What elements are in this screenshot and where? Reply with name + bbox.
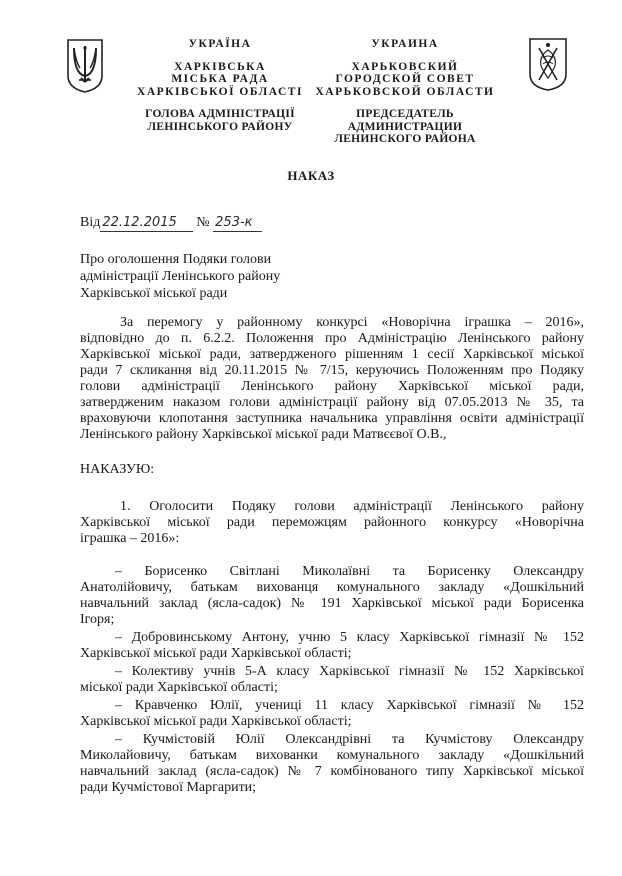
subject-line: адміністрації Ленінського району xyxy=(80,269,281,284)
document-title: НАКАЗ xyxy=(287,168,335,183)
number-sign: № xyxy=(196,215,210,230)
country-name: УКРАИНА xyxy=(371,38,439,50)
list-item xyxy=(80,664,584,696)
order-word: НАКАЗУЮ: xyxy=(80,462,155,477)
item-line: Харківської міської ради переможцям районного конкурсу «Новорічна xyxy=(80,515,584,530)
entry-line: Миколайовичу, батькам вихованки комунального закладу «Дошкільний xyxy=(80,748,584,763)
entry-line: міської ради Харківської області; xyxy=(80,680,278,695)
entry-line: ради Кучмістової Маргарити; xyxy=(80,780,257,795)
awardee-list xyxy=(80,564,584,798)
trident-coat-of-arms-icon xyxy=(66,38,104,94)
subject-line: Про оголошення Подяки голови xyxy=(80,252,272,267)
head-line-1: ГОЛОВА АДМІНІСТРАЦІЇ xyxy=(145,108,295,120)
date-number-line xyxy=(80,215,262,232)
entry-line: Харківської міської ради Харківської області; xyxy=(80,646,352,661)
entry-line: Ігоря; xyxy=(80,612,115,627)
council-line-3: ХАРКІВСЬКОЇ ОБЛАСТІ xyxy=(137,85,303,98)
header-ukrainian xyxy=(115,38,325,133)
preamble-line: ради 7 скликання від 20.11.2015 № 7/15, керуючись Положенням про Подяку xyxy=(80,363,584,378)
entry-line: навчальний заклад (ясла-садок) № 7 комбінованого типу Харківської міської xyxy=(80,764,584,779)
preamble-line: Харківської міської ради, затвердженого рішенням 1 сесії Харківської міської xyxy=(80,347,584,362)
head-line-2: ЛЕНІНСЬКОГО РАЙОНУ xyxy=(147,120,293,133)
header-russian xyxy=(300,38,510,146)
item-line: іграшка – 2016»: xyxy=(80,531,180,546)
preamble-line: голови адміністрації Ленінського району Харківської міської ради, xyxy=(80,379,584,394)
preamble-line: враховуючи клопотання заступника начальника управління освіти адміністрації xyxy=(80,411,584,426)
list-item xyxy=(80,630,584,662)
preamble-paragraph xyxy=(80,315,584,443)
entry-line: навчальний заклад (ясла-садок) № 191 Харківської міської ради Борисенка xyxy=(80,596,584,611)
entry-line: – Борисенко Світлані Миколаївні та Борисенку Олександру xyxy=(115,564,584,579)
council-line-1: ХАРКІВСЬКА xyxy=(174,60,266,73)
list-item xyxy=(80,732,584,796)
country-name: УКРАЇНА xyxy=(188,38,252,50)
entry-line: – Кравченко Юлії, учениці 11 класу Харківської гімназії № 152 xyxy=(115,698,584,713)
entry-line: – Добровинському Антону, учню 5 класу Харківської гімназії № 152 xyxy=(115,630,584,645)
handwritten-date: 22.12.2015 xyxy=(102,215,177,230)
preamble-line: За перемогу у районному конкурсі «Новорічна іграшка – 2016», xyxy=(120,315,584,330)
preamble-line: Ленінського району Харківської міської ради Матвєєвої О.В., xyxy=(80,427,447,442)
entry-line: Харківської міської ради Харківської області; xyxy=(80,714,352,729)
entry-line: – Кучмістовій Юлії Олександрівні та Кучмістову Олександру xyxy=(115,732,584,747)
date-prefix: Від xyxy=(80,215,101,230)
list-item xyxy=(80,564,584,628)
handwritten-number: 253-к xyxy=(215,215,253,230)
preamble-line: відповідно до п. 6.2.2. Положення про Адміністрацію Ленінського району xyxy=(80,331,584,346)
preamble-line: затвердженим наказом голови адміністрації району від 07.05.2013 № 35, та xyxy=(80,395,584,410)
council-line-1: ХАРЬКОВСКИЙ xyxy=(351,60,459,73)
council-line-2: ГОРОДСКОЙ СОВЕТ xyxy=(335,73,475,85)
entry-line: Анатолійовичу, батькам вихованця комунального закладу «Дошкільний xyxy=(80,580,584,595)
item-line: 1. Оголосити Подяку голови адміністрації Ленінського району xyxy=(120,499,584,514)
order-subject xyxy=(80,251,280,302)
subject-line: Харківської міської ради xyxy=(80,286,228,301)
entry-line: – Колективу учнів 5-А класу Харківської гімназії № 152 Харківської xyxy=(115,664,584,679)
order-item-1 xyxy=(80,499,584,547)
head-line-1: ПРЕДСЕДАТЕЛЬ АДМИНИСТРАЦИИ xyxy=(347,108,463,133)
council-line-2: МІСЬКА РАДА xyxy=(171,73,269,85)
list-item xyxy=(80,698,584,730)
council-line-3: ХАРЬКОВСКОЙ ОБЛАСТИ xyxy=(315,85,495,98)
kharkiv-city-coat-of-arms-icon xyxy=(527,36,569,92)
head-line-2: ЛЕНИНСКОГО РАЙОНА xyxy=(334,133,476,145)
